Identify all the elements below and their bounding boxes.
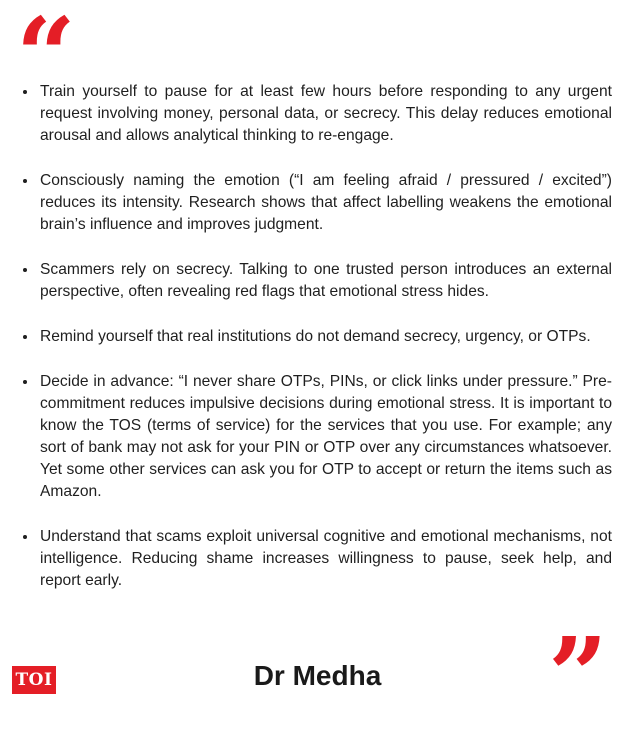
tips-list bbox=[20, 80, 612, 614]
list-item: • Scammers rely on secrecy. Talking to one trusted person introduces an external perspective, often revealing red flags that emotional stress hides. bbox=[38, 258, 612, 303]
list-item: • Consciously naming the emotion (“I am feeling afraid / pressured / excited”) reduces its intensity. Research shows that affect labelling weakens the emotional brain’s influence and improves judgment. bbox=[38, 169, 612, 236]
list-item: • Remind yourself that real institutions do not demand secrecy, urgency, or OTPs. bbox=[38, 325, 612, 348]
list-item: • Decide in advance: “I never share OTPs, PINs, or click links under pressure.” Pre-commitment reduces impulsive decisions during emotional stress. It is important to know the TOS (terms of service) for the services that you use. For example; any sort of bank may not ask for your PIN or OTP over any circumstances whatsoever. Yet some other services can ask you for OTP to accept or return the items such as Amazon. bbox=[38, 370, 612, 503]
list-item: • Understand that scams exploit universal cognitive and emotional mechanisms, not intelligence. Reducing shame increases willingness to pause, seek help, and report early. bbox=[38, 525, 612, 592]
close-quote-icon: ” bbox=[548, 614, 608, 737]
author-name: Dr Medha bbox=[253, 660, 382, 691]
toi-logo: TOI bbox=[12, 666, 56, 694]
list-item: • Train yourself to pause for at least few hours before responding to any urgent request involving money, personal data, or secrecy. This delay reduces emotional arousal and allows analytical thinking to re-engage. bbox=[38, 80, 612, 147]
open-quote-icon: “ bbox=[16, 0, 76, 117]
